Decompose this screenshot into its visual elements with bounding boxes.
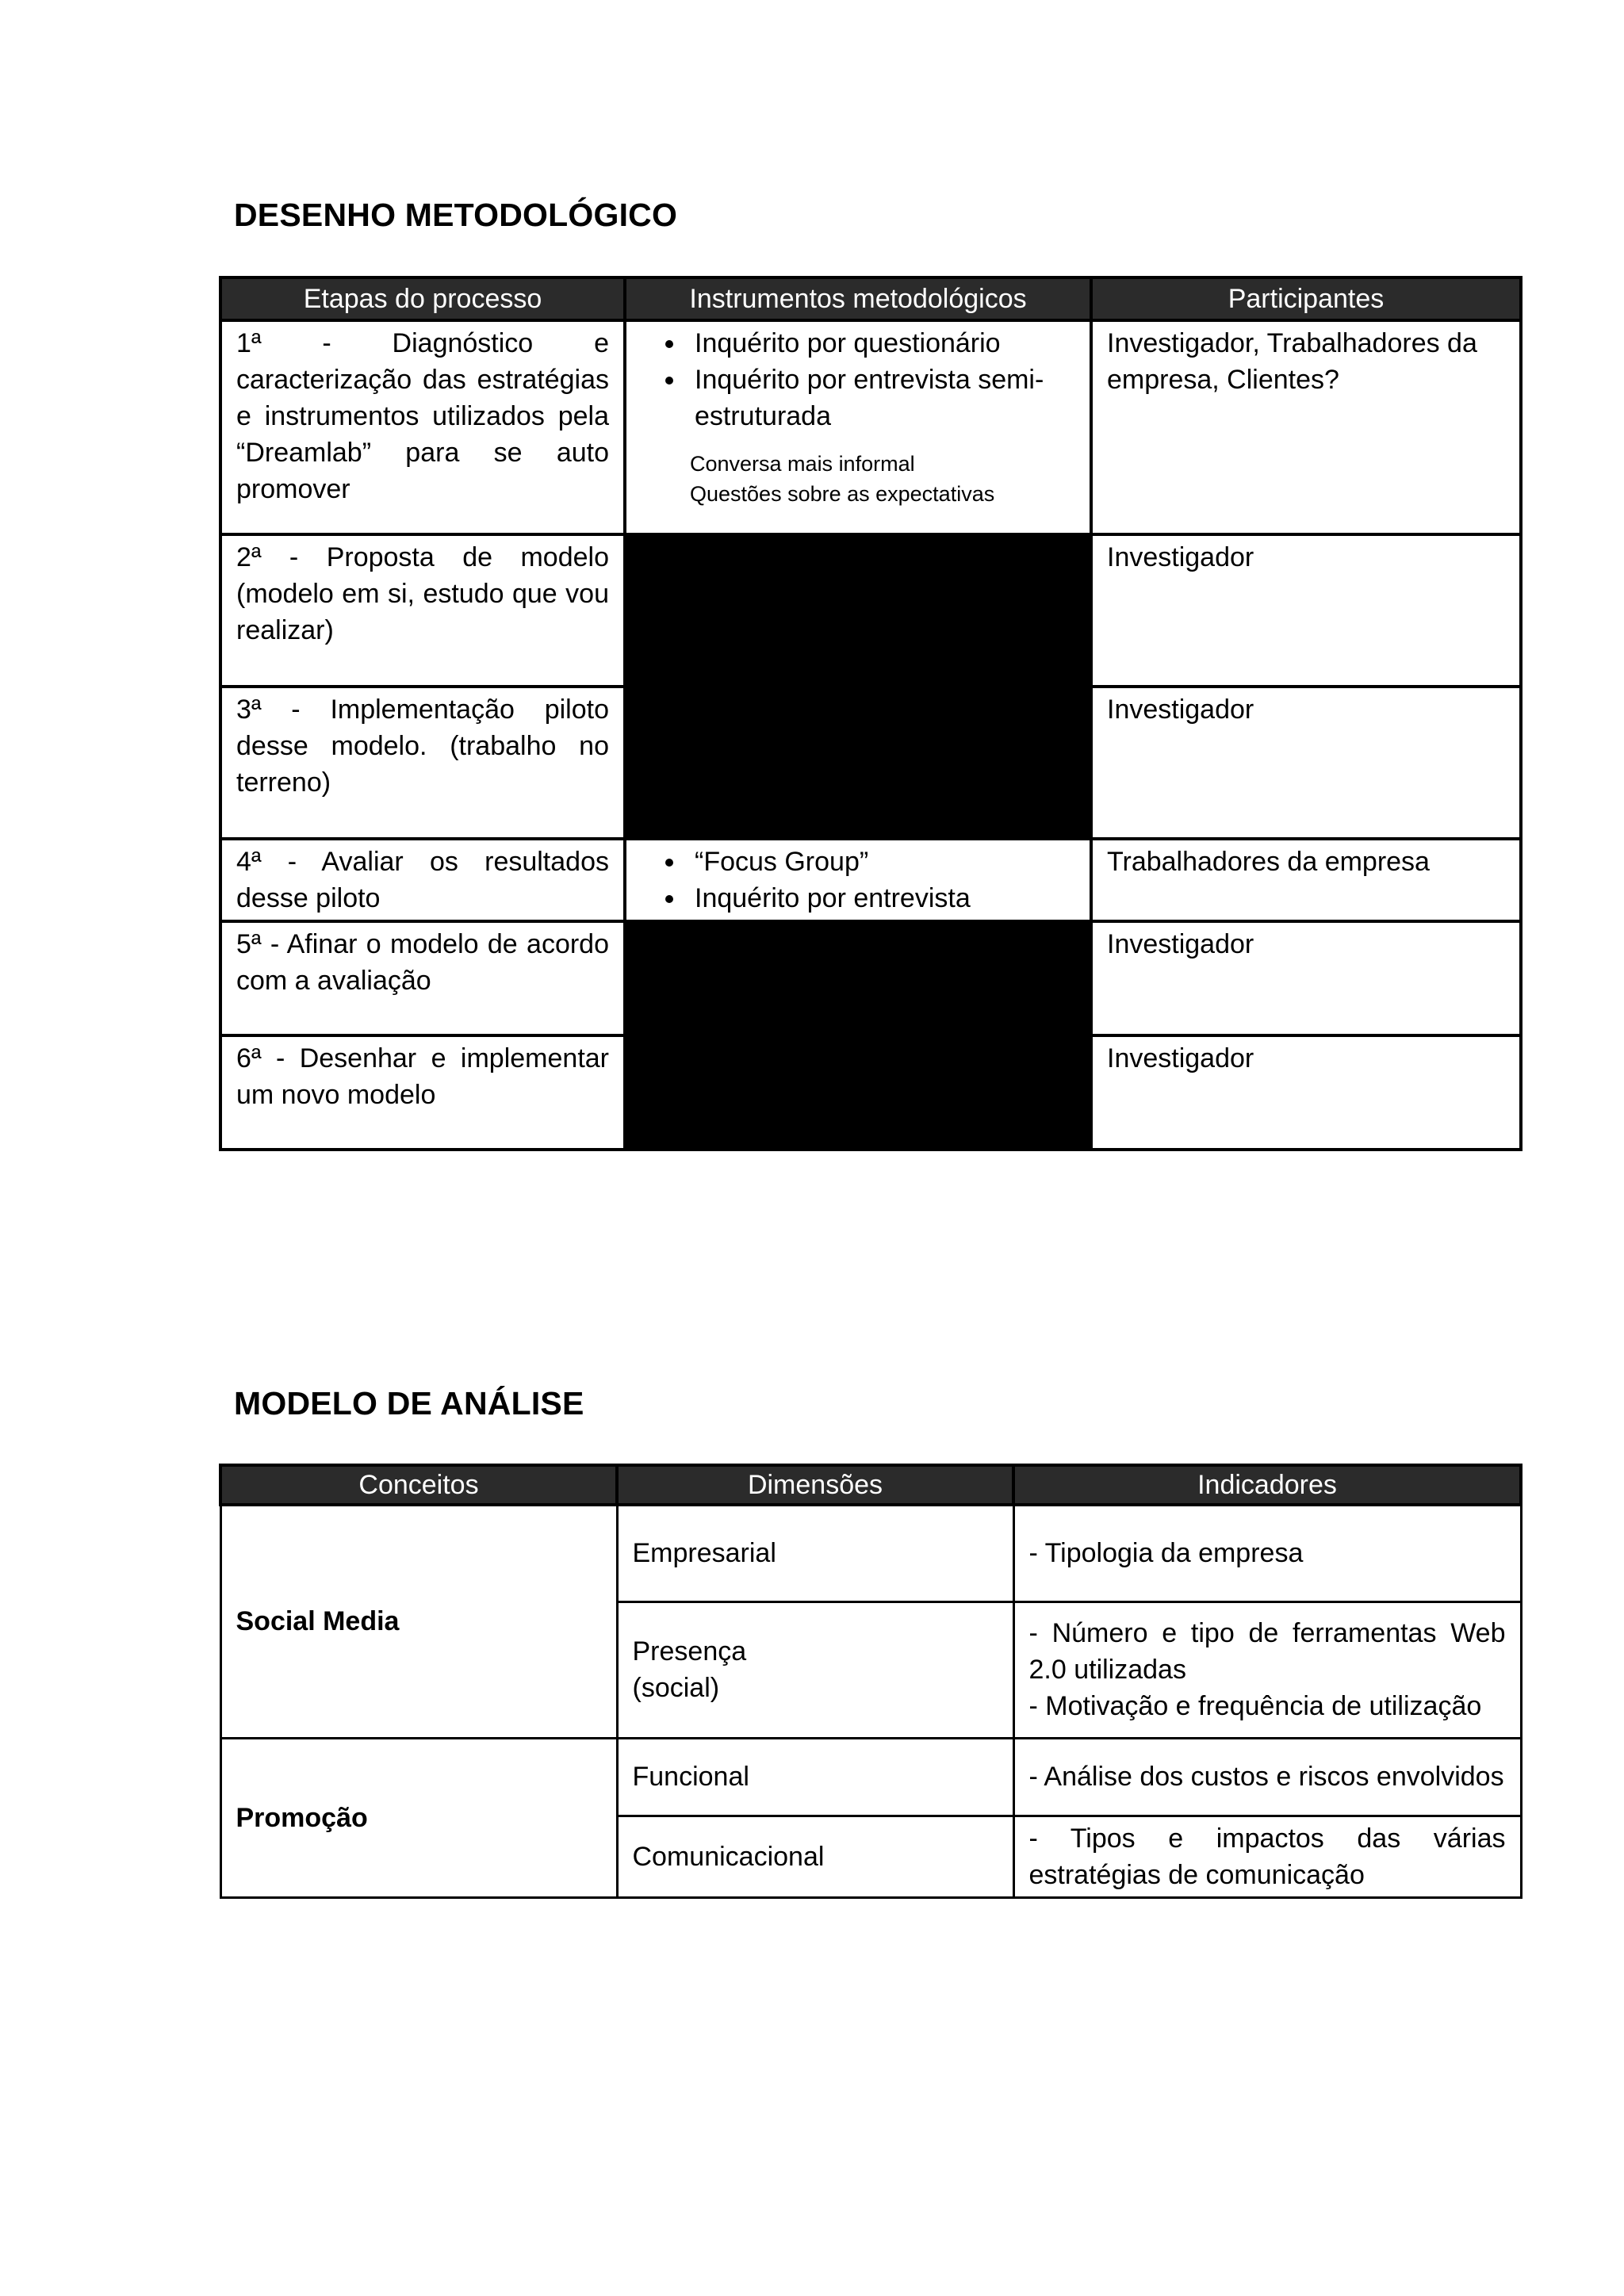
redacted-block	[625, 1035, 1091, 1150]
instrument-notes	[641, 449, 1075, 509]
table-row	[220, 320, 1521, 534]
section-heading-desenho-metodologico: DESENHO METODOLÓGICO	[234, 197, 678, 233]
section-heading-modelo-de-analise: MODELO DE ANÁLISE	[234, 1385, 584, 1422]
etapa-cell: 4ª - Avaliar os resultados desse piloto	[220, 839, 625, 921]
list-item: • “Focus Group”	[687, 844, 1075, 880]
participantes-cell: Trabalhadores da empresa	[1091, 839, 1521, 921]
list-item: • Inquérito por entrevista	[687, 880, 1075, 916]
table-row	[220, 1035, 1521, 1150]
indicator-cell: - Tipologia da empresa	[1013, 1505, 1521, 1601]
dimension-line: Presença	[632, 1636, 747, 1667]
indicator-cell: - Análise dos custos e riscos envolvidos	[1013, 1738, 1521, 1816]
instrumentos-cell	[625, 320, 1091, 534]
table-row	[220, 534, 1521, 687]
dimension-cell	[617, 1601, 1013, 1738]
indicator-cell: - Tipos e impactos das várias estratégias de comunicação	[1013, 1816, 1521, 1897]
participantes-cell: Investigador	[1091, 1035, 1521, 1150]
table-header-row	[220, 1465, 1521, 1505]
instrumentos-list	[641, 844, 1075, 916]
column-header-participantes: Participantes	[1091, 277, 1521, 320]
table-row	[220, 921, 1521, 1035]
redacted-block	[625, 534, 1091, 687]
dimension-cell: Empresarial	[617, 1505, 1013, 1601]
column-header-dimensoes: Dimensões	[617, 1465, 1013, 1505]
list-item: • Inquérito por entrevista semi-estruturada	[687, 362, 1075, 434]
concept-cell: Social Media	[220, 1505, 617, 1738]
instrumentos-cell	[625, 839, 1091, 921]
column-header-conceitos: Conceitos	[220, 1465, 617, 1505]
etapa-cell: 3ª - Implementação piloto desse modelo. (trabalho no terreno)	[220, 687, 625, 839]
redacted-block	[625, 921, 1091, 1035]
column-header-etapas: Etapas do processo	[220, 277, 625, 320]
indicator-line: - Motivação e frequência de utilização	[1028, 1691, 1482, 1721]
note-line: Questões sobre as expectativas	[690, 482, 995, 506]
table-header-row	[220, 277, 1521, 320]
dimension-line: (social)	[632, 1673, 720, 1703]
dimension-cell: Funcional	[617, 1738, 1013, 1816]
methodology-table	[219, 276, 1522, 1151]
table-row	[220, 1738, 1521, 1816]
analysis-model-table	[219, 1464, 1522, 1899]
etapa-cell: 5ª - Afinar o modelo de acordo com a avaliação	[220, 921, 625, 1035]
participantes-cell: Investigador	[1091, 687, 1521, 839]
etapa-cell: 2ª - Proposta de modelo (modelo em si, estudo que vou realizar)	[220, 534, 625, 687]
note-line: Conversa mais informal	[690, 452, 915, 476]
etapa-cell: 1ª - Diagnóstico e caracterização das estratégias e instrumentos utilizados pela “Dreamlab” para se auto promover	[220, 320, 625, 534]
concept-cell: Promoção	[220, 1738, 617, 1897]
indicator-line: - Número e tipo de ferramentas Web 2.0 utilizadas	[1028, 1618, 1506, 1685]
participantes-cell: Investigador	[1091, 534, 1521, 687]
column-header-instrumentos: Instrumentos metodológicos	[625, 277, 1091, 320]
column-header-indicadores: Indicadores	[1013, 1465, 1521, 1505]
etapa-cell: 6ª - Desenhar e implementar um novo modelo	[220, 1035, 625, 1150]
table-row	[220, 1505, 1521, 1601]
participantes-cell: Investigador	[1091, 921, 1521, 1035]
indicator-cell	[1013, 1601, 1521, 1738]
list-item: • Inquérito por questionário	[687, 325, 1075, 362]
redacted-block	[625, 687, 1091, 839]
participantes-cell: Investigador, Trabalhadores da empresa, Clientes?	[1091, 320, 1521, 534]
instrumentos-list	[641, 325, 1075, 434]
dimension-cell: Comunicacional	[617, 1816, 1013, 1897]
table-row	[220, 839, 1521, 921]
table-row	[220, 687, 1521, 839]
